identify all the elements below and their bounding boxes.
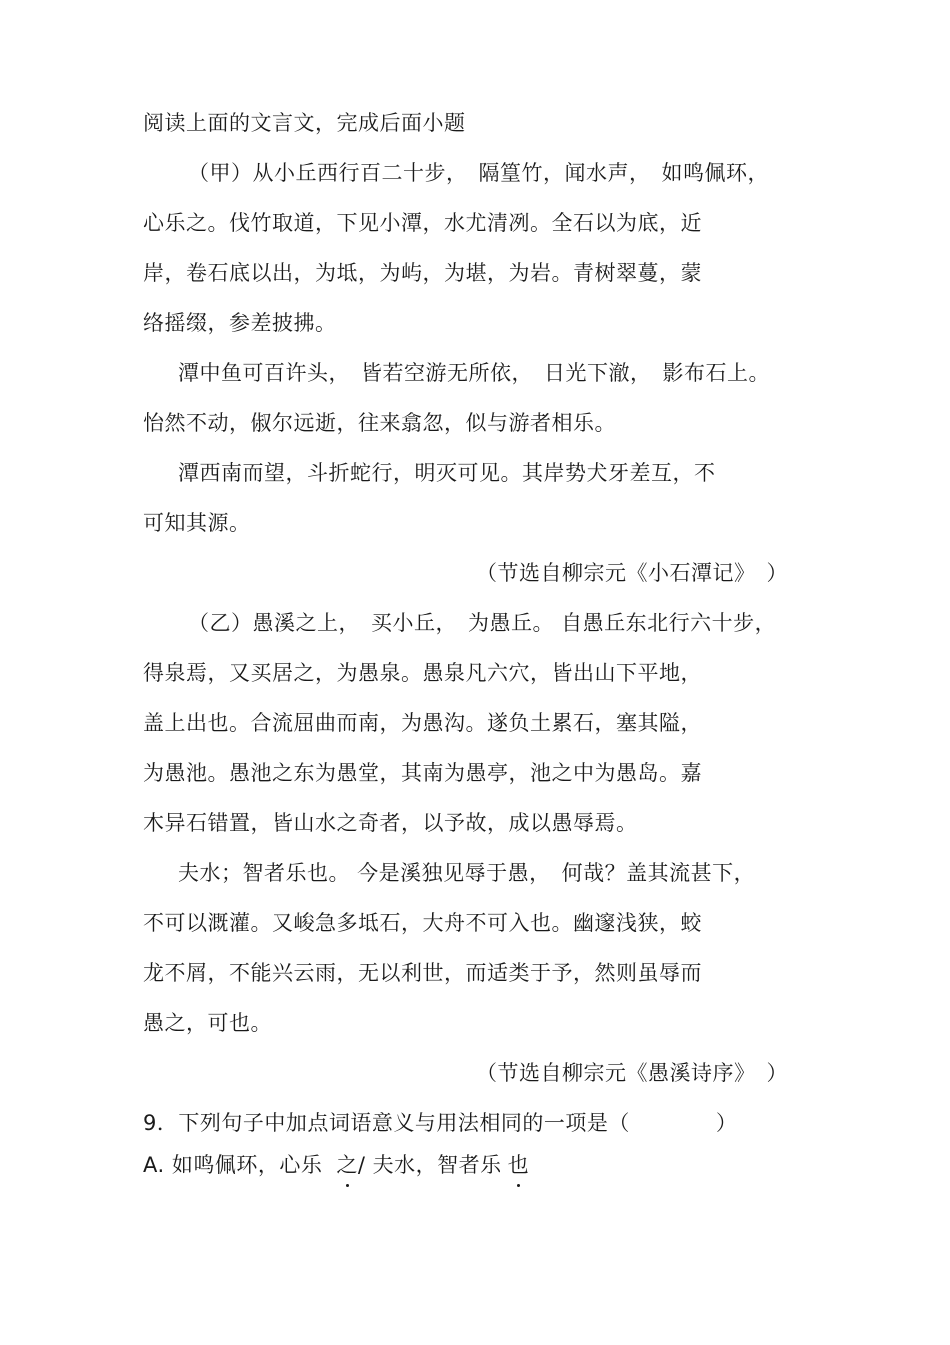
passage-b-line: 木异石错置，皆山水之奇者，以予故，成以愚辱焉。: [143, 811, 638, 835]
passage-a-line: 岸，卷石底以出，为坻，为屿，为堪，为岩。青树翠蔓，蒙: [143, 261, 702, 285]
passage-a-line: 络摇缀，参差披拂。: [143, 311, 337, 335]
option-a-text-2: / 夫水，智者乐: [357, 1153, 502, 1177]
passage-a-line: （甲）从小丘西行百二十步， 隔篁竹，闻水声， 如鸣佩环，: [188, 161, 769, 185]
passage-b-line: 龙不屑，不能兴云雨，无以利世，而适类于予，然则虽辱而: [143, 961, 702, 985]
passage-a-line: 可知其源。: [143, 511, 251, 535]
passage-b-source: （节选自柳宗元《愚溪诗序》 ）: [476, 1061, 788, 1085]
passage-b-line: 不可以溉灌。又峻急多坻石，大舟不可入也。幽邃浅狭，蛟: [143, 911, 702, 935]
passage-a-source: （节选自柳宗元《小石潭记》 ）: [476, 561, 788, 585]
instruction: 阅读上面的文言文，完成后面小题: [143, 111, 466, 135]
passage-a-line: 怡然不动，俶尔远逝，往来翕忽，似与游者相乐。: [143, 411, 616, 435]
option-a-label: A.: [143, 1153, 165, 1177]
question-stem: 9．下列句子中加点词语意义与用法相同的一项是（ ）: [143, 1111, 738, 1135]
passage-b-line: 愚之，可也。: [143, 1011, 272, 1035]
option-a[interactable]: [143, 1150, 529, 1180]
passage-b-line: 得泉焉，又买居之，为愚泉。愚泉凡六穴，皆出山下平地，: [143, 661, 702, 685]
passage-b-line: 为愚池。愚池之东为愚堂，其南为愚亭，池之中为愚岛。嘉: [143, 761, 702, 785]
dotted-word-zhi: 之: [336, 1150, 358, 1180]
passage-a-line: 潭西南而望，斗折蛇行，明灭可见。其岸势犬牙差互，不: [178, 461, 716, 485]
passage-a-line: 潭中鱼可百许头， 皆若空游无所依， 日光下澈， 影布石上。: [178, 361, 770, 385]
passage-b-line: 盖上出也。合流屈曲而南，为愚沟。遂负土累石，塞其隘，: [143, 711, 702, 735]
option-a-text-1: 如鸣佩环，心乐: [171, 1153, 323, 1177]
dotted-word-ye: 也: [508, 1150, 530, 1180]
passage-b-line: （乙）愚溪之上， 买小丘， 为愚丘。 自愚丘东北行六十步，: [188, 611, 777, 635]
passage-b-line: 夫水；智者乐也。 今是溪独见辱于愚， 何哉？盖其流甚下，: [178, 861, 756, 885]
passage-a-line: 心乐之。伐竹取道，下见小潭，水尤清冽。全石以为底，近: [143, 211, 702, 235]
